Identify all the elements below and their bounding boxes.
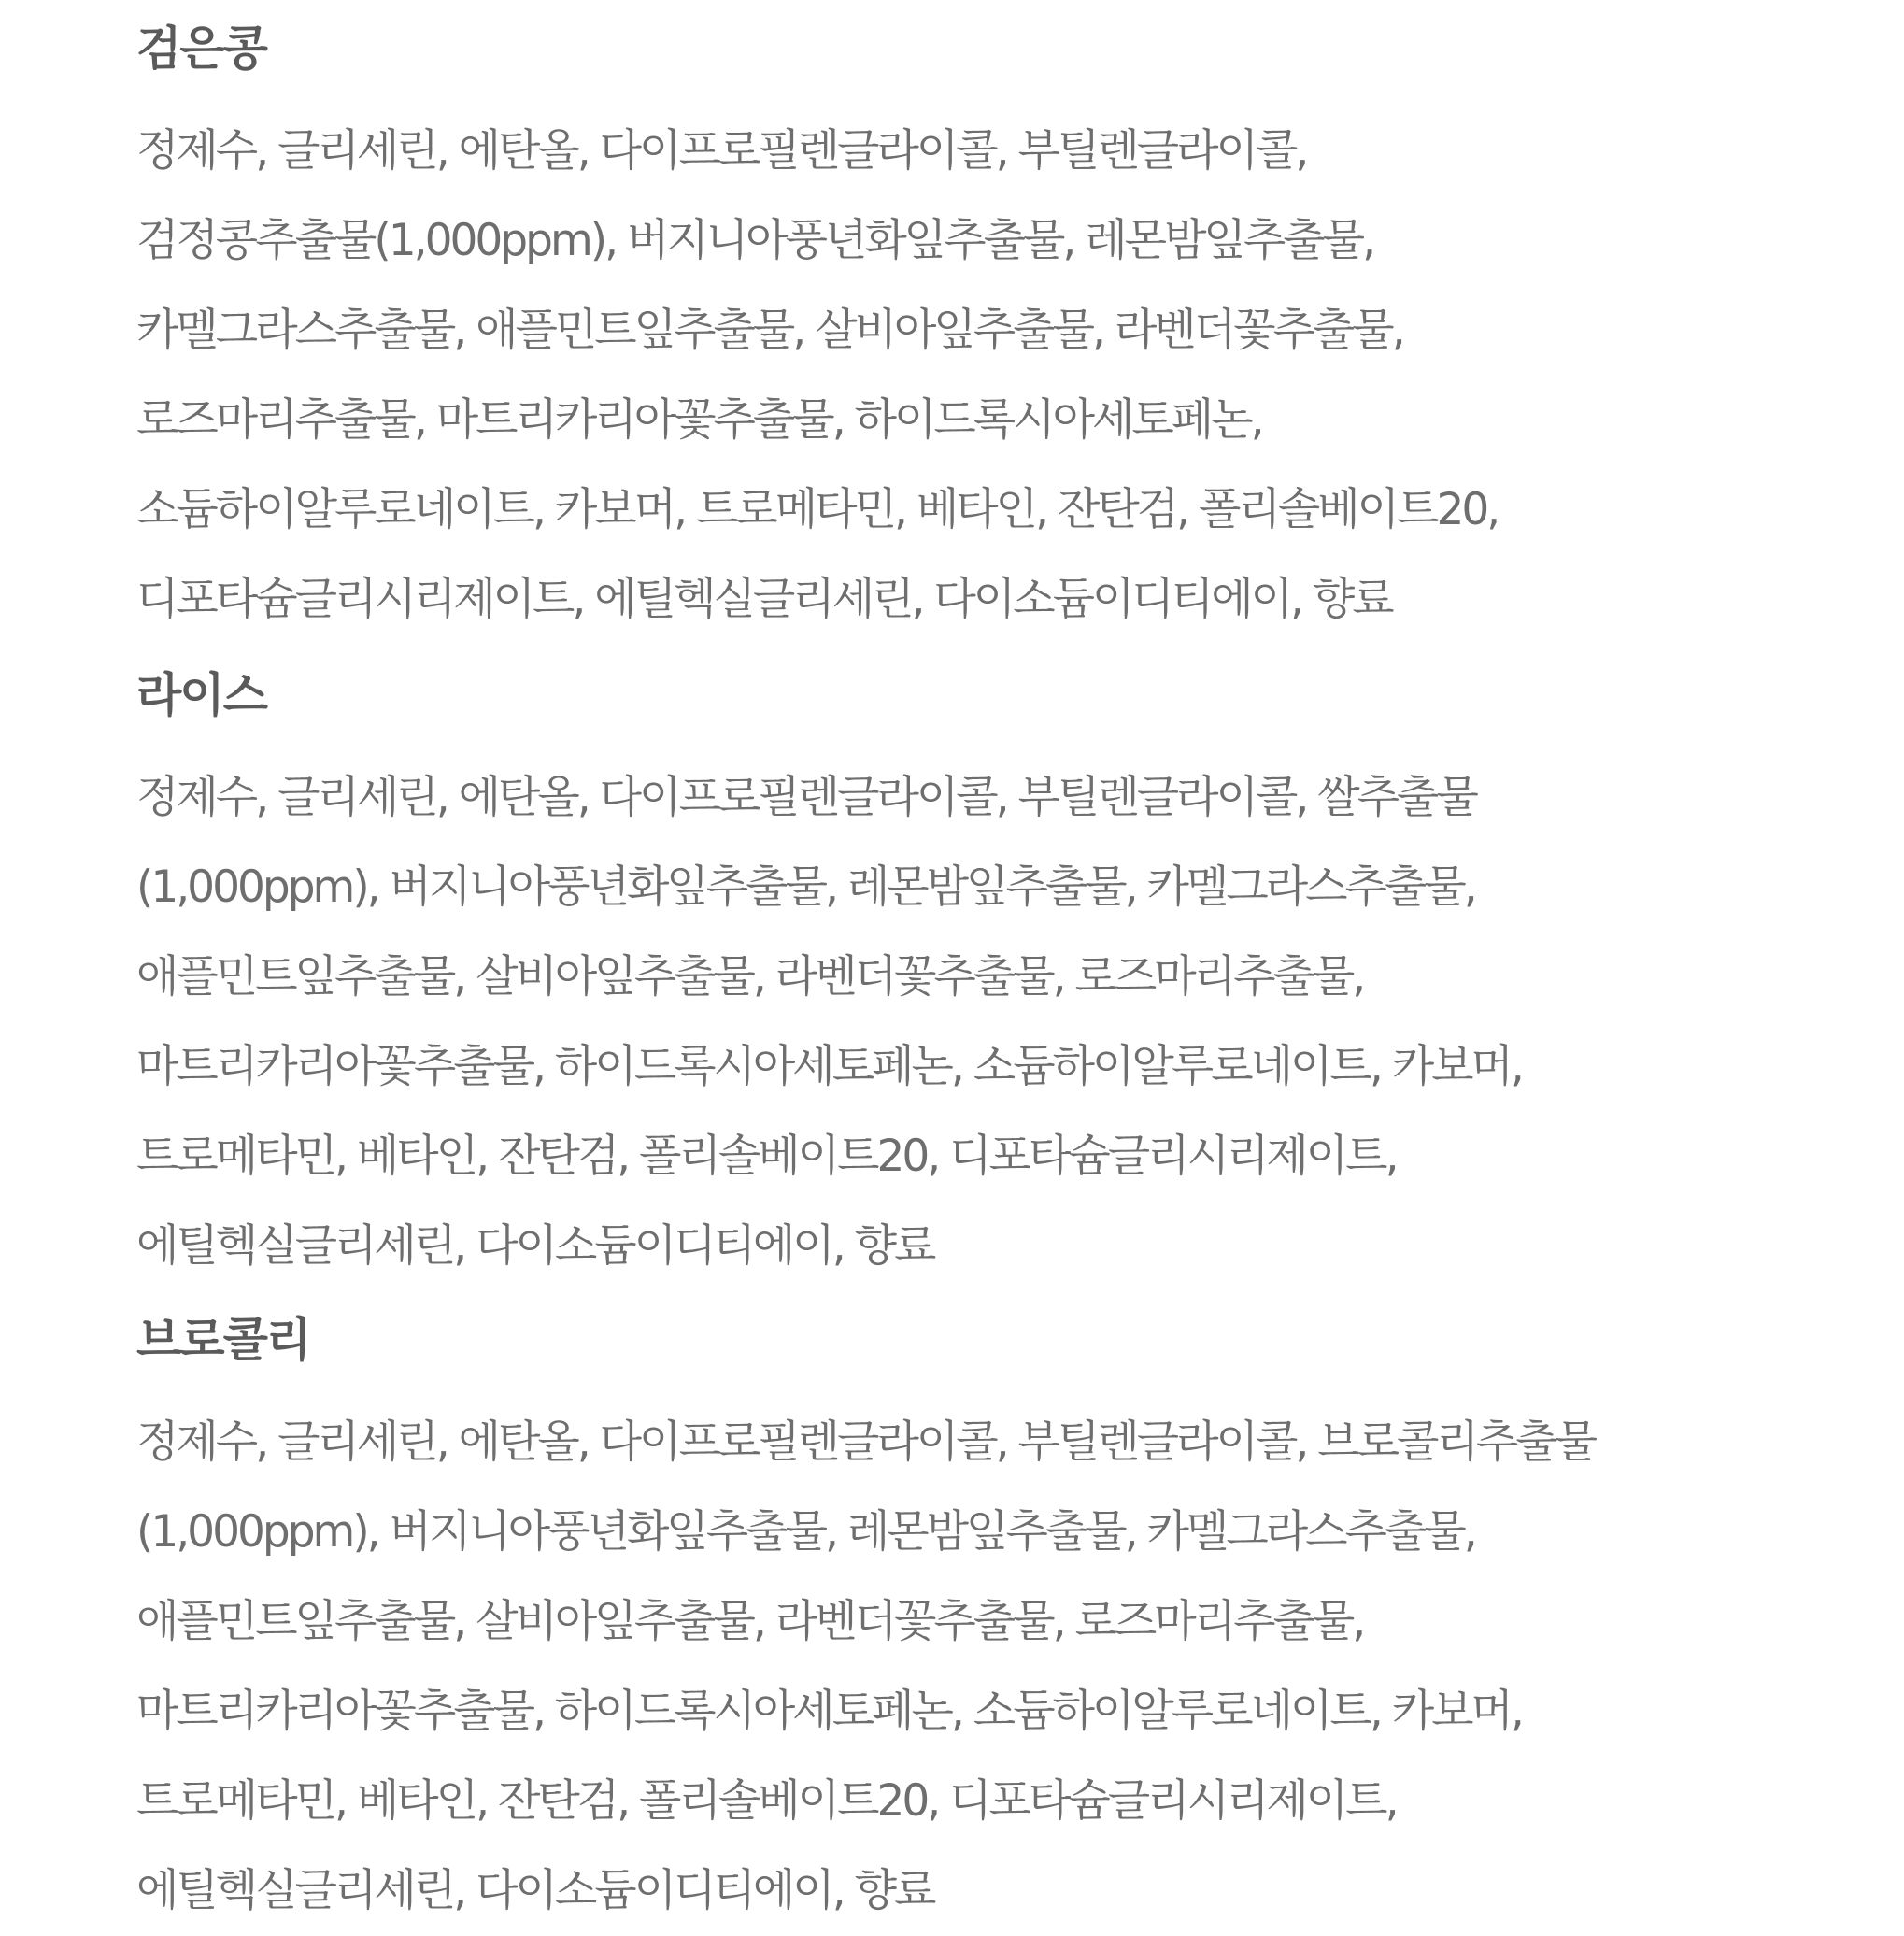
- ingredient-line: 애플민트잎추출물, 살비아잎추출물, 라벤더꽃추출물, 로즈마리추출물,: [136, 1596, 1364, 1647]
- ingredient-line: 트로메타민, 베타인, 잔탄검, 폴리솔베이트20, 디포타슘글리시리제이트,: [136, 1775, 1397, 1827]
- ingredient-line: 검정콩추출물(1,000ppm), 버지니아풍년화잎추출물, 레몬밤잎추출물,: [136, 215, 1374, 266]
- section-title: 라이스: [136, 668, 266, 722]
- ingredient-line: 마트리카리아꽃추출물, 하이드록시아세토페논, 소듐하이알루로네이트, 카보머,: [136, 1041, 1522, 1092]
- ingredient-line: 애플민트잎추출물, 살비아잎추출물, 라벤더꽃추출물, 로즈마리추출물,: [136, 951, 1364, 1003]
- section-title: 브로콜리: [136, 1313, 310, 1367]
- ingredient-line: 에틸헥실글리세린, 다이소듐이디티에이, 향료: [136, 1220, 934, 1272]
- ingredient-line: 정제수, 글리세린, 에탄올, 다이프로필렌글라이콜, 부틸렌글라이콜, 브로콜리추출물: [136, 1416, 1596, 1468]
- ingredient-line: 트로메타민, 베타인, 잔탄검, 폴리솔베이트20, 디포타슘글리시리제이트,: [136, 1131, 1397, 1182]
- ingredient-line: 소듐하이알루로네이트, 카보머, 트로메타민, 베타인, 잔탄검, 폴리솔베이트20,: [136, 484, 1499, 535]
- ingredient-line: 로즈마리추출물, 마트리카리아꽃추출물, 하이드록시아세토페논,: [136, 394, 1262, 446]
- ingredient-line: 에틸헥실글리세린, 다이소듐이디티에이, 향료: [136, 1865, 934, 1916]
- ingredient-section-black-bean: [136, 19, 1874, 645]
- ingredient-section-rice: [136, 665, 1874, 1291]
- ingredient-line: (1,000ppm), 버지니아풍년화잎추출물, 레몬밤잎추출물, 카멜그라스추출물,: [136, 861, 1475, 913]
- ingredient-line: 디포타슘글리시리제이트, 에틸헥실글리세린, 다이소듐이디티에이, 향료: [136, 574, 1392, 625]
- ingredient-line: 정제수, 글리세린, 에탄올, 다이프로필렌글라이콜, 부틸렌글라이콜,: [136, 125, 1307, 177]
- ingredient-line: 마트리카리아꽃추출물, 하이드록시아세토페논, 소듐하이알루로네이트, 카보머,: [136, 1686, 1522, 1737]
- ingredient-section-broccoli: [136, 1310, 1874, 1936]
- section-title: 검은콩: [136, 21, 266, 76]
- ingredient-line: (1,000ppm), 버지니아풍년화잎추출물, 레몬밤잎추출물, 카멜그라스추출물,: [136, 1506, 1475, 1558]
- ingredient-line: 정제수, 글리세린, 에탄올, 다이프로필렌글라이콜, 부틸렌글라이콜, 쌀추출물: [136, 772, 1476, 823]
- ingredient-line: 카멜그라스추출물, 애플민트잎추출물, 살비아잎추출물, 라벤더꽃추출물,: [136, 305, 1403, 356]
